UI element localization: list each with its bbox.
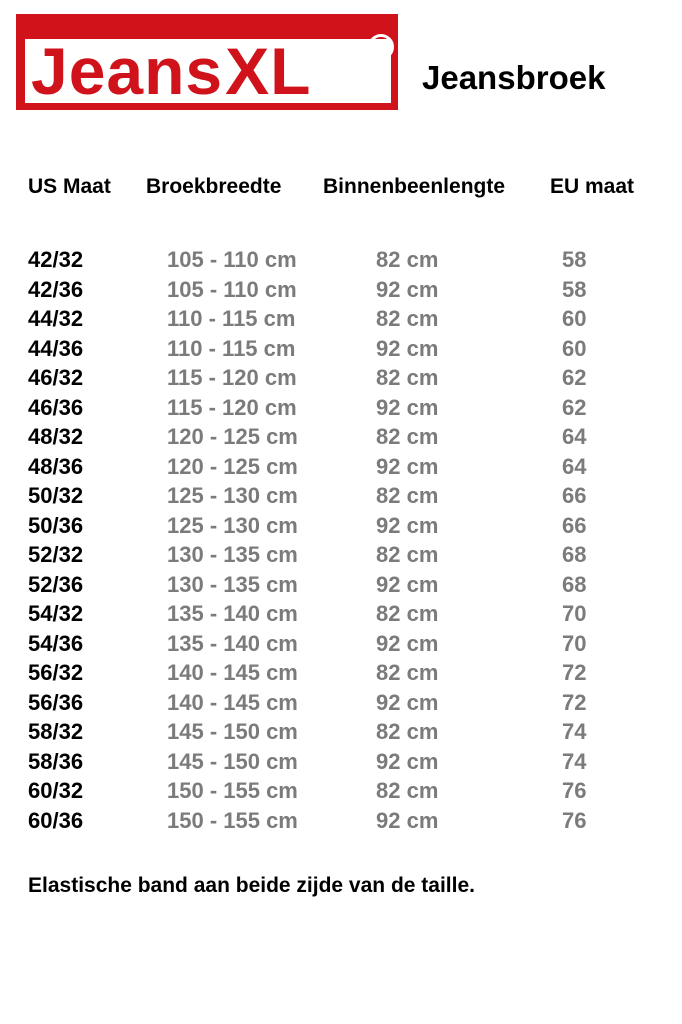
cell-waist-width: 105 - 110 cm <box>167 247 297 272</box>
cell-eu-size: 66 <box>562 483 587 508</box>
table-row <box>0 275 682 305</box>
cell-inseam-length: 82 cm <box>376 247 439 272</box>
logo-brand-accent: XL <box>225 34 312 108</box>
cell-us-size: 60/32 <box>28 778 84 803</box>
cell-eu-size: 72 <box>562 689 587 715</box>
table-row <box>0 363 682 393</box>
logo-wordmark <box>25 34 391 108</box>
header-inseam-length: Binnenbeenlengte <box>323 175 506 198</box>
cell-eu-size: 74 <box>562 719 587 744</box>
cell-waist-width: 140 - 145 cm <box>167 689 298 715</box>
cell-inseam-length: 82 cm <box>376 719 439 744</box>
table-row <box>0 806 682 836</box>
registered-trademark-icon: R <box>368 34 394 60</box>
cell-waist-width: 135 - 140 cm <box>167 630 298 656</box>
table-row <box>0 540 682 570</box>
cell-inseam-length: 82 cm <box>376 601 439 626</box>
cell-us-size: 54/36 <box>28 630 84 656</box>
table-row <box>0 481 682 511</box>
cell-eu-size: 70 <box>562 630 587 656</box>
cell-waist-width: 130 - 135 cm <box>167 571 298 597</box>
cell-inseam-length: 92 cm <box>376 571 439 597</box>
cell-inseam-length: 92 cm <box>376 335 439 361</box>
cell-inseam-length: 92 cm <box>376 453 439 479</box>
cell-eu-size: 64 <box>562 424 587 449</box>
cell-inseam-length: 82 cm <box>376 660 439 685</box>
cell-waist-width: 150 - 155 cm <box>167 807 298 833</box>
cell-eu-size: 68 <box>562 571 587 597</box>
cell-eu-size: 60 <box>562 306 587 331</box>
cell-inseam-length: 92 cm <box>376 748 439 774</box>
footnote: Elastische band aan beide zijde van de taille. <box>28 874 475 897</box>
cell-inseam-length: 82 cm <box>376 778 439 803</box>
cell-inseam-length: 92 cm <box>376 276 439 302</box>
cell-us-size: 56/32 <box>28 660 84 685</box>
cell-waist-width: 115 - 120 cm <box>167 394 297 420</box>
cell-eu-size: 74 <box>562 748 587 774</box>
cell-waist-width: 125 - 130 cm <box>167 512 298 538</box>
cell-eu-size: 66 <box>562 512 587 538</box>
cell-us-size: 46/32 <box>28 365 84 390</box>
cell-us-size: 44/32 <box>28 306 84 331</box>
cell-inseam-length: 92 cm <box>376 807 439 833</box>
cell-waist-width: 135 - 140 cm <box>167 601 298 626</box>
cell-us-size: 56/36 <box>28 689 84 715</box>
cell-us-size: 60/36 <box>28 807 84 833</box>
cell-us-size: 52/36 <box>28 571 84 597</box>
cell-eu-size: 60 <box>562 335 587 361</box>
cell-waist-width: 120 - 125 cm <box>167 453 298 479</box>
cell-eu-size: 76 <box>562 807 587 833</box>
table-row <box>0 452 682 482</box>
cell-us-size: 54/32 <box>28 601 84 626</box>
cell-waist-width: 140 - 145 cm <box>167 660 298 685</box>
cell-waist-width: 110 - 115 cm <box>167 335 296 361</box>
table-row <box>0 422 682 452</box>
cell-inseam-length: 92 cm <box>376 512 439 538</box>
cell-eu-size: 76 <box>562 778 587 803</box>
cell-us-size: 50/32 <box>28 483 84 508</box>
table-row <box>0 304 682 334</box>
cell-inseam-length: 82 cm <box>376 306 439 331</box>
cell-eu-size: 58 <box>562 247 587 272</box>
table-row <box>0 570 682 600</box>
cell-us-size: 58/36 <box>28 748 84 774</box>
cell-eu-size: 64 <box>562 453 587 479</box>
cell-eu-size: 62 <box>562 365 587 390</box>
cell-us-size: 44/36 <box>28 335 84 361</box>
cell-us-size: 46/36 <box>28 394 84 420</box>
table-row <box>0 747 682 777</box>
table-row <box>0 334 682 364</box>
cell-eu-size: 72 <box>562 660 587 685</box>
cell-waist-width: 130 - 135 cm <box>167 542 298 567</box>
cell-us-size: 48/36 <box>28 453 84 479</box>
cell-inseam-length: 82 cm <box>376 365 439 390</box>
cell-us-size: 48/32 <box>28 424 84 449</box>
cell-us-size: 58/32 <box>28 719 84 744</box>
table-row <box>0 245 682 275</box>
header-us-size: US Maat <box>28 175 111 198</box>
table-row <box>0 717 682 747</box>
cell-inseam-length: 82 cm <box>376 542 439 567</box>
table-row <box>0 511 682 541</box>
size-table-header <box>0 172 682 202</box>
cell-waist-width: 110 - 115 cm <box>167 306 296 331</box>
cell-us-size: 42/32 <box>28 247 84 272</box>
logo-brand-main: Jeans <box>31 34 224 108</box>
cell-waist-width: 105 - 110 cm <box>167 276 297 302</box>
cell-inseam-length: 92 cm <box>376 630 439 656</box>
table-row <box>0 776 682 806</box>
cell-waist-width: 145 - 150 cm <box>167 748 298 774</box>
size-table-body <box>0 245 682 835</box>
cell-eu-size: 58 <box>562 276 587 302</box>
cell-inseam-length: 82 cm <box>376 483 439 508</box>
cell-us-size: 42/36 <box>28 276 84 302</box>
table-row <box>0 688 682 718</box>
cell-waist-width: 145 - 150 cm <box>167 719 298 744</box>
cell-us-size: 50/36 <box>28 512 84 538</box>
cell-inseam-length: 82 cm <box>376 424 439 449</box>
header-waist-width: Broekbreedte <box>146 175 282 198</box>
brand-logo <box>16 14 398 110</box>
logo-panel <box>25 34 391 108</box>
cell-inseam-length: 92 cm <box>376 689 439 715</box>
cell-waist-width: 150 - 155 cm <box>167 778 298 803</box>
cell-us-size: 52/32 <box>28 542 84 567</box>
header-eu-size: EU maat <box>550 175 635 198</box>
table-row <box>0 658 682 688</box>
cell-waist-width: 120 - 125 cm <box>167 424 298 449</box>
cell-eu-size: 68 <box>562 542 587 567</box>
cell-waist-width: 125 - 130 cm <box>167 483 298 508</box>
cell-inseam-length: 92 cm <box>376 394 439 420</box>
table-row <box>0 599 682 629</box>
page-title: Jeansbroek <box>422 59 606 96</box>
table-row <box>0 393 682 423</box>
cell-eu-size: 62 <box>562 394 587 420</box>
cell-eu-size: 70 <box>562 601 587 626</box>
cell-waist-width: 115 - 120 cm <box>167 365 297 390</box>
table-row <box>0 629 682 659</box>
